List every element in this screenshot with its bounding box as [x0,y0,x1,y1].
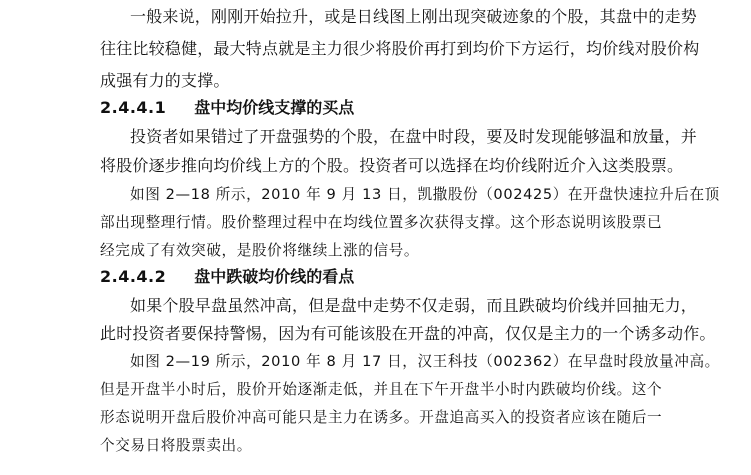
paragraph-1-line-3: 成强有力的支撑。 [100,71,230,90]
section-heading-2-4-4-1 [100,97,354,119]
example-1-line-3: 经完成了有效突破，是股价将继续上涨的信号。 [100,242,420,259]
paragraph-1-line-1: 一般来说，刚刚开始拉升，或是日线图上刚出现突破迹象的个股，其盘中的走势 [130,7,698,26]
section-number: 2.4.4.2 [100,267,167,286]
paragraph-3-line-2: 此时投资者要保持警惕，因为有可能该股在开盘的冲高，仅仅是主力的一个诱多动作。 [100,324,716,343]
section-heading-2-4-4-2 [100,266,354,288]
section-title: 盘中均价线支撑的买点 [194,98,355,117]
example-1-line-1: 如图 2—18 所示，2010 年 9 月 13 日，凯撒股份（002425）在开盘快速拉升后在顶 [130,186,720,203]
paragraph-2-line-1: 投资者如果错过了开盘强势的个股，在盘中时段，要及时发现能够温和放量，并 [130,127,698,146]
example-1-line-2: 部出现整理行情。股价整理过程中在均线位置多次获得支撑。这个形态说明该股票已 [100,214,663,231]
section-number: 2.4.4.1 [100,98,167,117]
paragraph-2-line-2: 将股价逐步推向均价线上方的个股。投资者可以选择在均价线附近介入这类股票。 [100,156,684,175]
paragraph-3-line-1: 如果个股早盘虽然冲高，但是盘中走势不仅走弱，而且跌破均价线并回抽无力， [130,296,698,315]
example-2-line-4: 个交易日将股票卖出。 [100,437,252,454]
example-2-line-1: 如图 2—19 所示，2010 年 8 月 17 日，汉王科技（002362）在早盘时段放量冲高。 [130,353,720,370]
paragraph-1-line-2: 往往比较稳健，最大特点就是主力很少将股价再打到均价下方运行，均价线对股价构 [100,39,700,58]
section-title: 盘中跌破均价线的看点 [194,267,355,286]
example-2-line-2: 但是开盘半小时后，股价开始逐渐走低，并且在下午开盘半小时内跌破均价线。这个 [100,381,663,398]
example-2-line-3: 形态说明开盘后股价冲高可能只是主力在诱多。开盘追高买入的投资者应该在随后一 [100,409,663,426]
